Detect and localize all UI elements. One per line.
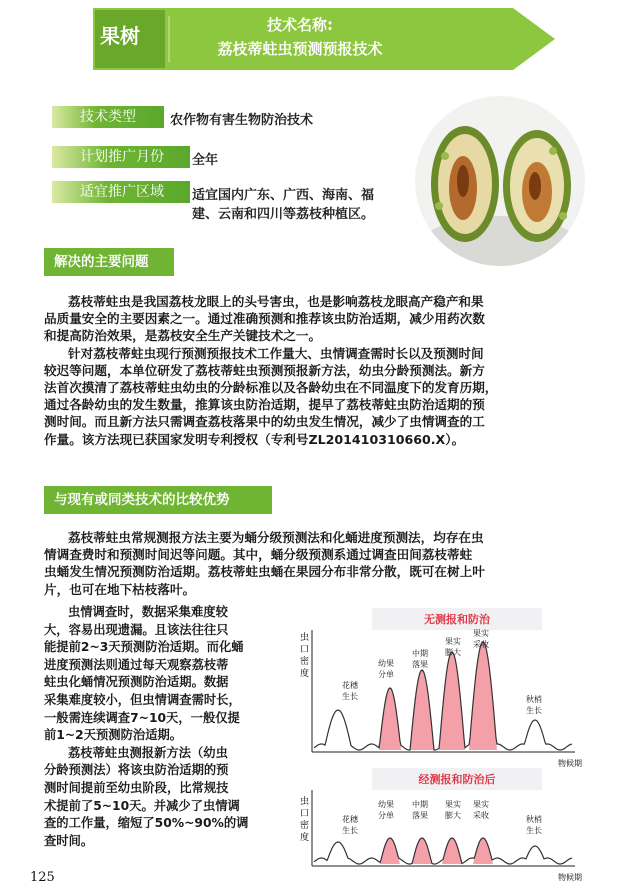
stage-label: 果实 [473, 800, 489, 809]
stage-label: 果实 [445, 637, 461, 646]
stage-label: 落果 [412, 811, 428, 820]
y-label-char: 度 [300, 669, 310, 679]
stage-label: 分单 [378, 670, 394, 679]
text-line: 品质量安全的主要因素之一。通过准确预测和推荐该虫防治适期，减少用药次数 [44, 311, 485, 327]
y-label-char: 密 [300, 821, 310, 831]
text-line: 荔枝蒂蛀虫常规测报方法主要为蛹分级预测法和化蛹进度预测法，均存在虫 [68, 530, 484, 545]
stage-label: 采收 [473, 640, 489, 649]
stage-label: 落果 [412, 660, 428, 669]
top-x-label: 物候期 [558, 759, 582, 768]
y-label-char: 虫 [300, 633, 310, 643]
text-line: 测时间。而且新方法只需调查荔枝落果中的幼虫发生情况，减少了虫情调查的工 [44, 414, 485, 430]
stage-label: 中期 [412, 800, 428, 809]
section-problems-title: 解决的主要问题 [44, 248, 174, 276]
stage-label: 秋梢 [526, 815, 542, 824]
text-line: 查时间。 [44, 833, 94, 848]
stage-label: 中期 [412, 649, 428, 658]
text-line: 片，也可在地下枯枝落叶。 [44, 581, 196, 597]
pest-density-diagram [290, 604, 615, 884]
text-line: 通过各龄幼虫的发生数量，推算该虫防治适期，提早了荔枝蒂蛀虫防治适期的预 [44, 397, 485, 413]
text-line: 查的工作量，缩短了50%~90%的调 [44, 816, 249, 831]
top-y-label [300, 631, 309, 679]
stage-label: 生长 [342, 692, 358, 701]
stage-label: 花穗 [342, 815, 358, 824]
tech-type-tag: 技术类型 [52, 106, 164, 128]
text-line: 情调查费时和预测时间迟等问题。其中，蛹分级预测系通过调查田间荔枝蒂蛀 [44, 547, 473, 563]
promo-month-tag: 计划推广月份 [52, 146, 190, 168]
tech-name-label: 技术名称: [267, 16, 333, 34]
text-line: 蛀虫化蛹情况预测防治适期。数据 [44, 675, 229, 690]
y-label-char: 度 [300, 833, 310, 843]
text-line: 一般需连续调查7~10天，一般仅提 [44, 710, 240, 725]
text-line: 进度预测法则通过每天观察荔枝蒂 [44, 657, 229, 672]
top-peaks [379, 642, 497, 750]
text-line: 和提高防治效果，是荔枝安全生产关键技术之一。 [44, 328, 322, 344]
text-line: 虫情调查时，数据采集难度较 [68, 605, 228, 619]
section-advantages-intro [44, 529, 586, 598]
section-problems-body [44, 293, 586, 448]
bottom-x-label: 物候期 [558, 873, 582, 882]
promo-month-value: 全年 [192, 153, 219, 168]
bottom-y-label [300, 795, 309, 843]
promo-region-tag: 适宜推广区域 [52, 181, 190, 203]
text-line: 术提前了5~10天。并减少了虫情调 [44, 798, 240, 813]
y-label-char: 密 [300, 657, 310, 667]
text-line: 法首次摸清了荔枝蒂蛀虫幼虫的分龄标准以及各龄幼虫在不同温度下的发育历期， [44, 380, 498, 396]
stage-label: 花穗 [342, 681, 358, 690]
y-label-char: 口 [300, 809, 310, 819]
text-line: 较迟等问题，本单位研发了荔枝蒂蛀虫预测预报新方法，幼虫分龄预测法。新方 [44, 362, 485, 378]
top-panel-title: 无测报和防治 [424, 613, 490, 626]
text-line: 虫蛹发生情况预测防治适期。荔枝蒂蛀虫蛹在果园分布非常分散，既可在树上叶 [44, 564, 485, 580]
stage-label: 幼果 [378, 659, 394, 668]
text-line: 分龄预测法）将该虫防治适期的预 [44, 763, 229, 778]
text-line: 前1~2天预测防治适期。 [44, 728, 183, 743]
text-line: 大，容易出现遗漏。且该法往往只 [44, 622, 229, 637]
text-line: 采集难度较小，但虫情调查需时长， [44, 692, 241, 707]
stage-label: 采收 [473, 811, 489, 820]
stage-label: 膨大 [445, 811, 461, 820]
promo-region-line2: 建、云南和四川等荔枝种植区。 [192, 207, 375, 222]
text-line: 能提前2~3天预测防治适期。而化蛹 [44, 640, 244, 655]
stage-label: 生长 [342, 826, 358, 835]
stage-label: 膨大 [445, 648, 461, 657]
text-line: 针对荔枝蒂蛀虫现行预测预报技术工作量大、虫情调查需时长以及预测时间 [68, 345, 484, 361]
promo-region-line1: 适宜国内广东、广西、海南、福 [192, 188, 375, 203]
stage-label: 秋梢 [526, 695, 542, 704]
tech-name-title: 荔枝蒂蛀虫预测预报技术 [217, 40, 383, 58]
stage-label: 生长 [526, 826, 542, 835]
stage-label: 果实 [473, 629, 489, 638]
text-line: 荔枝蒂蛀虫是我国荔枝龙眼上的头号害虫，也是影响荔枝龙眼高产稳产和果 [68, 294, 484, 309]
section-advantages-title: 与现有或同类技术的比较优势 [44, 486, 272, 514]
category-label: 果树 [100, 24, 140, 48]
lychee-fruit-photo [415, 96, 585, 266]
text-line: 作量。该方法现已获国家发明专利授权（专利号ZL201410310660.X）。 [44, 431, 465, 447]
y-label-char: 口 [300, 645, 310, 655]
y-label-char: 虫 [300, 797, 310, 807]
stage-label: 生长 [526, 706, 542, 715]
text-line: 测时间提前至幼虫阶段，比常规技 [44, 780, 229, 795]
stage-label: 分单 [378, 811, 394, 820]
bottom-density-curve [314, 838, 572, 864]
text-line: 荔枝蒂蛀虫测报新方法（幼虫 [68, 745, 228, 760]
stage-label: 果实 [445, 800, 461, 809]
page-number: 125 [30, 870, 55, 885]
tech-type-value: 农作物有害生物防治技术 [170, 113, 314, 128]
stage-label: 幼果 [378, 800, 394, 809]
bottom-panel-title: 经测报和防治后 [418, 773, 496, 786]
section-advantages-body [44, 604, 290, 850]
